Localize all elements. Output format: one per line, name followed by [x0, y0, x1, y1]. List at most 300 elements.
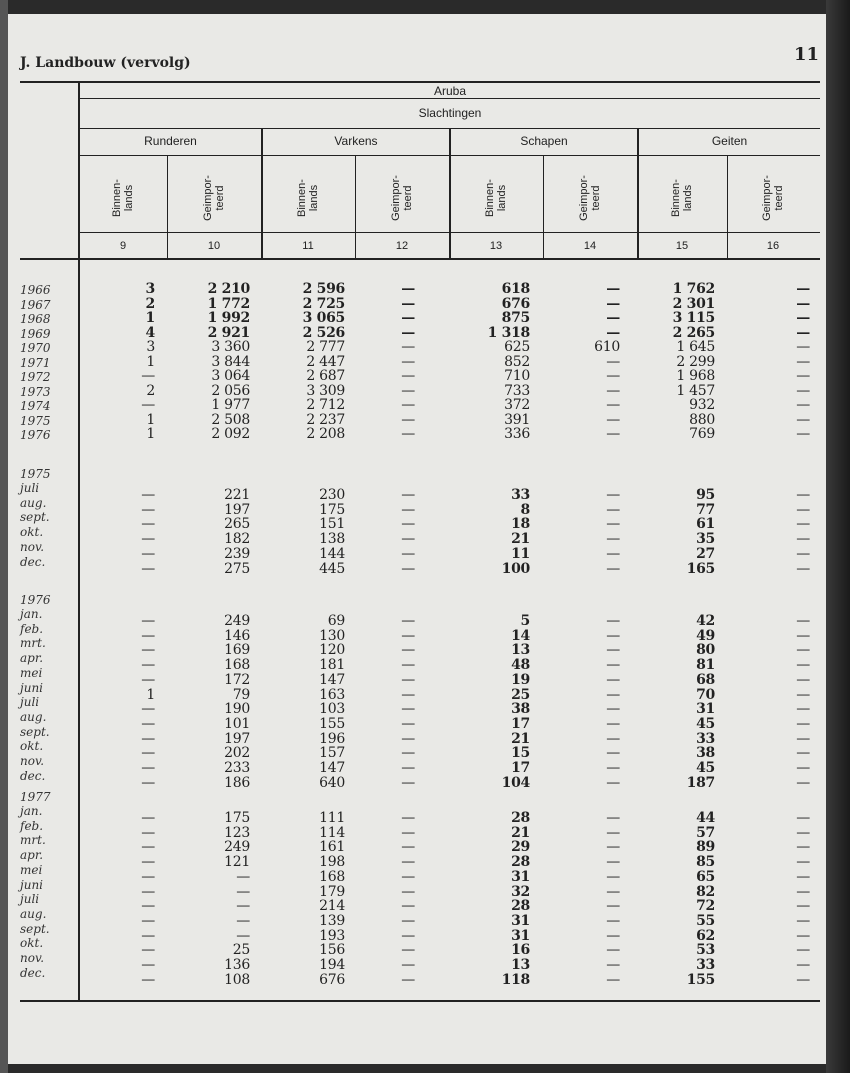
row-label: juli	[20, 481, 40, 495]
table-cell: 391	[504, 411, 530, 428]
table-cell: —	[401, 942, 415, 959]
table-cell: 2	[146, 382, 155, 399]
table-cell: —	[141, 642, 155, 659]
row-label: aug.	[20, 495, 47, 510]
table-cell: —	[141, 760, 155, 776]
table-cell: —	[796, 310, 810, 326]
table-cell: —	[606, 824, 620, 841]
table-cell: 1 968	[676, 368, 715, 384]
row-label: 1971	[20, 355, 51, 370]
row-label: feb.	[20, 621, 44, 636]
table-cell: 138	[319, 531, 345, 548]
table-cell: 82	[696, 883, 715, 900]
table-cell: —	[401, 281, 415, 297]
table-cell: —	[141, 854, 155, 871]
table-cell: —	[606, 760, 620, 776]
table-cell: 618	[501, 281, 530, 297]
table-cell: 2 265	[672, 324, 715, 341]
table-cell: 239	[224, 545, 250, 562]
table-cell: 31	[696, 701, 715, 718]
table-cell: —	[141, 810, 155, 826]
species-header-schapen: Schapen	[520, 134, 568, 148]
table-cell: 676	[501, 295, 530, 312]
table-cell: 104	[501, 774, 530, 791]
table-cell: —	[606, 353, 620, 370]
table-cell: —	[401, 971, 415, 988]
table-cell: —	[606, 310, 620, 326]
table-cell: —	[401, 912, 415, 929]
table-cell: —	[401, 516, 415, 533]
table-cell: 202	[224, 745, 250, 762]
table-cell: 2 596	[302, 281, 345, 297]
row-label: juli	[20, 892, 40, 907]
table-cell: —	[606, 927, 620, 944]
table-cell: —	[606, 715, 620, 732]
table-cell: —	[796, 715, 810, 732]
table-cell: —	[796, 883, 810, 900]
table-cell: —	[401, 730, 415, 747]
table-cell: 197	[224, 730, 250, 747]
table-cell: —	[606, 745, 620, 762]
table-cell: —	[606, 324, 620, 341]
table-cell: 130	[319, 627, 345, 644]
table-cell: 139	[319, 912, 345, 929]
table-cell: —	[401, 627, 415, 644]
table-cell: —	[141, 671, 155, 688]
table-cell: —	[796, 774, 810, 791]
table-cell: —	[401, 898, 415, 915]
column-subheader: Geimpor- teerd	[761, 175, 785, 221]
bottom-rule	[20, 1000, 820, 1002]
table-cell: —	[141, 774, 155, 791]
table-cell: —	[796, 730, 810, 747]
table-cell: —	[796, 701, 810, 718]
table-cell: 172	[224, 671, 250, 688]
table-cell: —	[141, 839, 155, 856]
table-cell: 2 210	[207, 281, 250, 297]
table-cell: 146	[224, 627, 250, 644]
table-cell: —	[796, 642, 810, 659]
table-cell: 121	[224, 854, 250, 871]
table-cell: 100	[501, 560, 530, 577]
sub-divider	[543, 155, 544, 258]
column-number: 15	[675, 240, 689, 252]
table-cell: 155	[686, 971, 715, 988]
rule-colnums	[20, 258, 820, 260]
table-cell: 42	[696, 613, 715, 629]
table-cell: —	[606, 657, 620, 674]
table-cell: 2 526	[302, 324, 345, 341]
table-cell: —	[606, 957, 620, 973]
row-label: nov.	[20, 754, 45, 768]
species-header-varkens: Varkens	[334, 134, 378, 148]
table-cell: —	[606, 868, 620, 885]
row-label: sept.	[20, 724, 50, 739]
table-cell: —	[401, 310, 415, 326]
table-cell: —	[796, 745, 810, 762]
table-cell: —	[141, 912, 155, 929]
group-header: Slachtingen	[418, 106, 482, 120]
table-cell: 32	[511, 883, 530, 900]
book-spine	[0, 0, 8, 1073]
table-cell: —	[401, 487, 415, 503]
sub-divider	[727, 155, 728, 258]
table-cell: —	[401, 883, 415, 900]
table-cell: —	[401, 854, 415, 871]
table-cell: 111	[319, 810, 345, 826]
table-cell: —	[606, 382, 620, 399]
table-cell: —	[606, 839, 620, 856]
row-label: mei	[20, 665, 43, 680]
row-label: 1972	[20, 370, 51, 384]
table-cell: 16	[511, 942, 530, 959]
row-label: 1968	[20, 312, 51, 326]
table-cell: 120	[319, 642, 345, 659]
table-cell: 640	[319, 774, 345, 791]
table-cell: 182	[224, 531, 250, 548]
row-label: aug.	[20, 709, 47, 724]
table-cell: 147	[319, 760, 345, 776]
table-cell: —	[796, 686, 810, 703]
table-cell: —	[401, 642, 415, 659]
table-cell: 2 725	[302, 295, 345, 312]
table-cell: 1 457	[676, 382, 715, 399]
table-cell: —	[401, 686, 415, 703]
table-cell: 144	[319, 545, 345, 562]
table-cell: —	[401, 397, 415, 413]
table-cell: 136	[224, 957, 250, 973]
table-cell: —	[606, 971, 620, 988]
table-cell: 2 447	[306, 353, 345, 370]
table-cell: 2 301	[672, 295, 715, 312]
table-cell: 169	[224, 642, 250, 659]
row-label: juli	[20, 695, 40, 710]
table-cell: —	[401, 839, 415, 856]
table-cell: 175	[224, 810, 250, 826]
table-cell: 123	[224, 824, 250, 841]
table-cell: 168	[319, 868, 345, 885]
row-label: dec.	[20, 554, 46, 569]
table-cell: 190	[224, 701, 250, 718]
table-cell: 676	[319, 971, 345, 988]
table-cell: 25	[232, 942, 250, 959]
table-cell: —	[796, 382, 810, 399]
table-cell: 48	[511, 657, 530, 674]
table-cell: 33	[696, 957, 715, 973]
table-cell: 3 064	[211, 368, 250, 384]
table-cell: 49	[696, 627, 715, 644]
table-cell: —	[141, 613, 155, 629]
table-cell: —	[401, 701, 415, 718]
table-cell: —	[796, 627, 810, 644]
table-cell: —	[796, 854, 810, 871]
table-cell: —	[141, 971, 155, 988]
row-label: nov.	[20, 951, 45, 965]
table-cell: —	[236, 927, 250, 944]
column-subheader: Binnen- lands	[484, 179, 508, 217]
table-cell: 19	[511, 671, 530, 688]
table-cell: —	[141, 501, 155, 518]
table-cell: 45	[696, 760, 715, 776]
table-cell: —	[796, 516, 810, 533]
table-cell: —	[401, 745, 415, 762]
table-cell: 249	[224, 613, 250, 629]
table-cell: —	[141, 531, 155, 548]
table-cell: —	[796, 912, 810, 929]
table-cell: —	[606, 686, 620, 703]
table-cell: —	[141, 701, 155, 718]
table-cell: 249	[224, 839, 250, 856]
table-cell: 275	[224, 560, 250, 577]
table-cell: —	[796, 942, 810, 959]
table-cell: —	[401, 774, 415, 791]
table-cell: —	[796, 613, 810, 629]
table-cell: —	[236, 912, 250, 929]
table-cell: 38	[696, 745, 715, 762]
table-cell: —	[796, 810, 810, 826]
table-cell: 69	[327, 613, 345, 629]
table-cell: —	[401, 868, 415, 885]
table-cell: —	[141, 824, 155, 841]
table-cell: —	[796, 957, 810, 973]
page-number: 11	[794, 44, 820, 65]
table-cell: 175	[319, 501, 345, 518]
row-label: jan.	[20, 607, 43, 621]
table-cell: 336	[504, 426, 530, 442]
table-cell: 101	[224, 715, 250, 732]
table-cell: —	[796, 531, 810, 548]
table-cell: 4	[145, 324, 155, 341]
table-cell: —	[796, 898, 810, 915]
table-cell: 28	[511, 898, 530, 915]
table-cell: —	[606, 898, 620, 915]
table-cell: —	[236, 883, 250, 900]
table-cell: 21	[511, 531, 530, 548]
row-label: 1976	[20, 428, 51, 442]
table-cell: —	[606, 560, 620, 577]
table-cell: 156	[319, 942, 345, 959]
table-cell: 85	[696, 854, 715, 871]
table-cell: 55	[696, 912, 715, 929]
table-cell: —	[606, 368, 620, 384]
table-cell: 3 115	[672, 310, 715, 326]
table-cell: 875	[501, 310, 530, 326]
rule-aruba	[80, 98, 820, 99]
table-cell: 79	[232, 686, 250, 703]
table-cell: 198	[319, 854, 345, 871]
table-cell: 15	[511, 745, 530, 762]
table-cell: 25	[511, 686, 530, 703]
table-cell: 17	[511, 715, 530, 732]
row-label: okt.	[20, 525, 44, 540]
table-cell: —	[401, 501, 415, 518]
table-cell: —	[606, 854, 620, 871]
table-cell: —	[401, 810, 415, 826]
table-cell: 62	[696, 927, 715, 944]
table-cell: 38	[511, 701, 530, 718]
section-label: 1976	[20, 593, 51, 607]
table-cell: 769	[689, 426, 715, 442]
table-cell: —	[141, 487, 155, 503]
table-cell: 33	[696, 730, 715, 747]
table-cell: 21	[511, 824, 530, 841]
table-cell: —	[796, 368, 810, 384]
table-cell: 221	[224, 487, 250, 503]
table-cell: 57	[696, 824, 715, 841]
table-cell: —	[401, 957, 415, 973]
table-cell: 18	[511, 516, 530, 533]
table-cell: —	[606, 501, 620, 518]
table-cell: —	[141, 715, 155, 732]
row-label: okt.	[20, 739, 44, 754]
table-cell: 2 777	[306, 339, 345, 355]
table-cell: —	[141, 957, 155, 973]
book-edge	[826, 0, 850, 1073]
column-number: 13	[489, 240, 503, 252]
table-cell: 1	[146, 686, 155, 703]
row-label: 1974	[20, 399, 51, 413]
table-cell: —	[796, 397, 810, 413]
table-cell: —	[236, 898, 250, 915]
table-cell: 3 360	[211, 339, 250, 355]
table-cell: 81	[696, 657, 715, 674]
table-cell: 13	[511, 642, 530, 659]
table-cell: 3	[146, 339, 155, 355]
table-cell: 1 992	[207, 310, 250, 326]
table-cell: 214	[319, 898, 345, 915]
table-cell: —	[796, 411, 810, 428]
column-number: 11	[302, 240, 314, 252]
table-cell: —	[606, 426, 620, 442]
table-cell: 2 299	[676, 353, 715, 370]
table-cell: 2 208	[306, 426, 345, 442]
table-cell: 35	[696, 531, 715, 548]
table-cell: 31	[511, 868, 530, 885]
row-label: 1967	[20, 297, 51, 312]
table-cell: 11	[511, 545, 530, 562]
column-subheader: Binnen- lands	[111, 179, 135, 217]
table-cell: 28	[511, 810, 530, 826]
column-number: 16	[766, 240, 780, 252]
table-cell: 21	[511, 730, 530, 747]
table-cell: —	[401, 613, 415, 629]
table-cell: 193	[319, 927, 345, 944]
column-subheader: Geimpor- teerd	[202, 175, 226, 221]
table-cell: 70	[696, 686, 715, 703]
table-cell: 2 712	[306, 397, 345, 413]
table-cell: —	[796, 971, 810, 988]
section-label: 1977	[20, 790, 51, 804]
table-cell: 151	[319, 516, 345, 533]
column-subheader: Geimpor- teerd	[390, 175, 414, 221]
column-number: 9	[119, 240, 127, 252]
table-cell: —	[796, 339, 810, 355]
table-cell: —	[606, 295, 620, 312]
table-cell: 625	[504, 339, 530, 355]
table-cell: 61	[696, 516, 715, 533]
table-cell: 2 921	[207, 324, 250, 341]
table-cell: —	[796, 868, 810, 885]
table-cell: —	[606, 810, 620, 826]
table-cell: 65	[696, 868, 715, 885]
table-cell: 265	[224, 516, 250, 533]
row-label: jan.	[20, 804, 43, 818]
row-label: mei	[20, 862, 43, 877]
table-cell: —	[796, 353, 810, 370]
table-cell: —	[606, 912, 620, 929]
table-cell: —	[796, 671, 810, 688]
table-cell: 1 762	[672, 281, 715, 297]
table-cell: —	[401, 927, 415, 944]
row-label: apr.	[20, 651, 44, 666]
table-cell: —	[141, 868, 155, 885]
table-cell: —	[796, 824, 810, 841]
table-cell: —	[401, 824, 415, 841]
column-subheader: Binnen- lands	[296, 179, 320, 217]
table-cell: 68	[696, 671, 715, 688]
table-cell: —	[606, 883, 620, 900]
table-cell: —	[796, 927, 810, 944]
table-cell: 372	[504, 397, 530, 413]
row-label: 1966	[20, 283, 51, 297]
table-cell: 155	[319, 715, 345, 732]
table-cell: —	[401, 531, 415, 548]
table-cell: —	[401, 560, 415, 577]
table-cell: 53	[696, 942, 715, 959]
table-cell: —	[606, 642, 620, 659]
table-cell: —	[141, 883, 155, 900]
column-number: 14	[583, 240, 597, 252]
row-label: 1973	[20, 384, 51, 399]
table-cell: 157	[319, 745, 345, 762]
table-cell: 165	[686, 560, 715, 577]
table-cell: 29	[511, 839, 530, 856]
table-cell: 45	[696, 715, 715, 732]
region-header: Aruba	[433, 84, 467, 98]
table-cell: 2 056	[211, 382, 250, 399]
table-cell: 187	[686, 774, 715, 791]
table-cell: —	[401, 353, 415, 370]
table-cell: —	[401, 760, 415, 776]
column-subheader: Geimpor- teerd	[578, 175, 602, 221]
table-cell: —	[401, 411, 415, 428]
table-cell: —	[401, 426, 415, 442]
table-cell: 233	[224, 760, 250, 776]
table-cell: 77	[696, 501, 715, 518]
table-cell: —	[796, 295, 810, 312]
table-cell: 14	[511, 627, 530, 644]
row-label: sept.	[20, 510, 50, 525]
table-cell: 13	[511, 957, 530, 973]
table-cell: 1 645	[676, 339, 715, 355]
table-cell: —	[796, 501, 810, 518]
table-cell: —	[401, 671, 415, 688]
table-cell: 118	[501, 971, 530, 988]
table-cell: —	[401, 657, 415, 674]
table-cell: 44	[696, 810, 715, 826]
table-cell: 197	[224, 501, 250, 518]
table-cell: 1	[146, 411, 155, 428]
table-cell: —	[606, 671, 620, 688]
table-cell: 181	[319, 657, 345, 674]
table-cell: 27	[696, 545, 715, 562]
table-cell: —	[141, 397, 155, 413]
table-cell: —	[401, 545, 415, 562]
table-cell: —	[796, 324, 810, 341]
table-cell: 168	[224, 657, 250, 674]
row-label: juni	[20, 877, 44, 892]
row-label: mrt.	[20, 833, 46, 848]
